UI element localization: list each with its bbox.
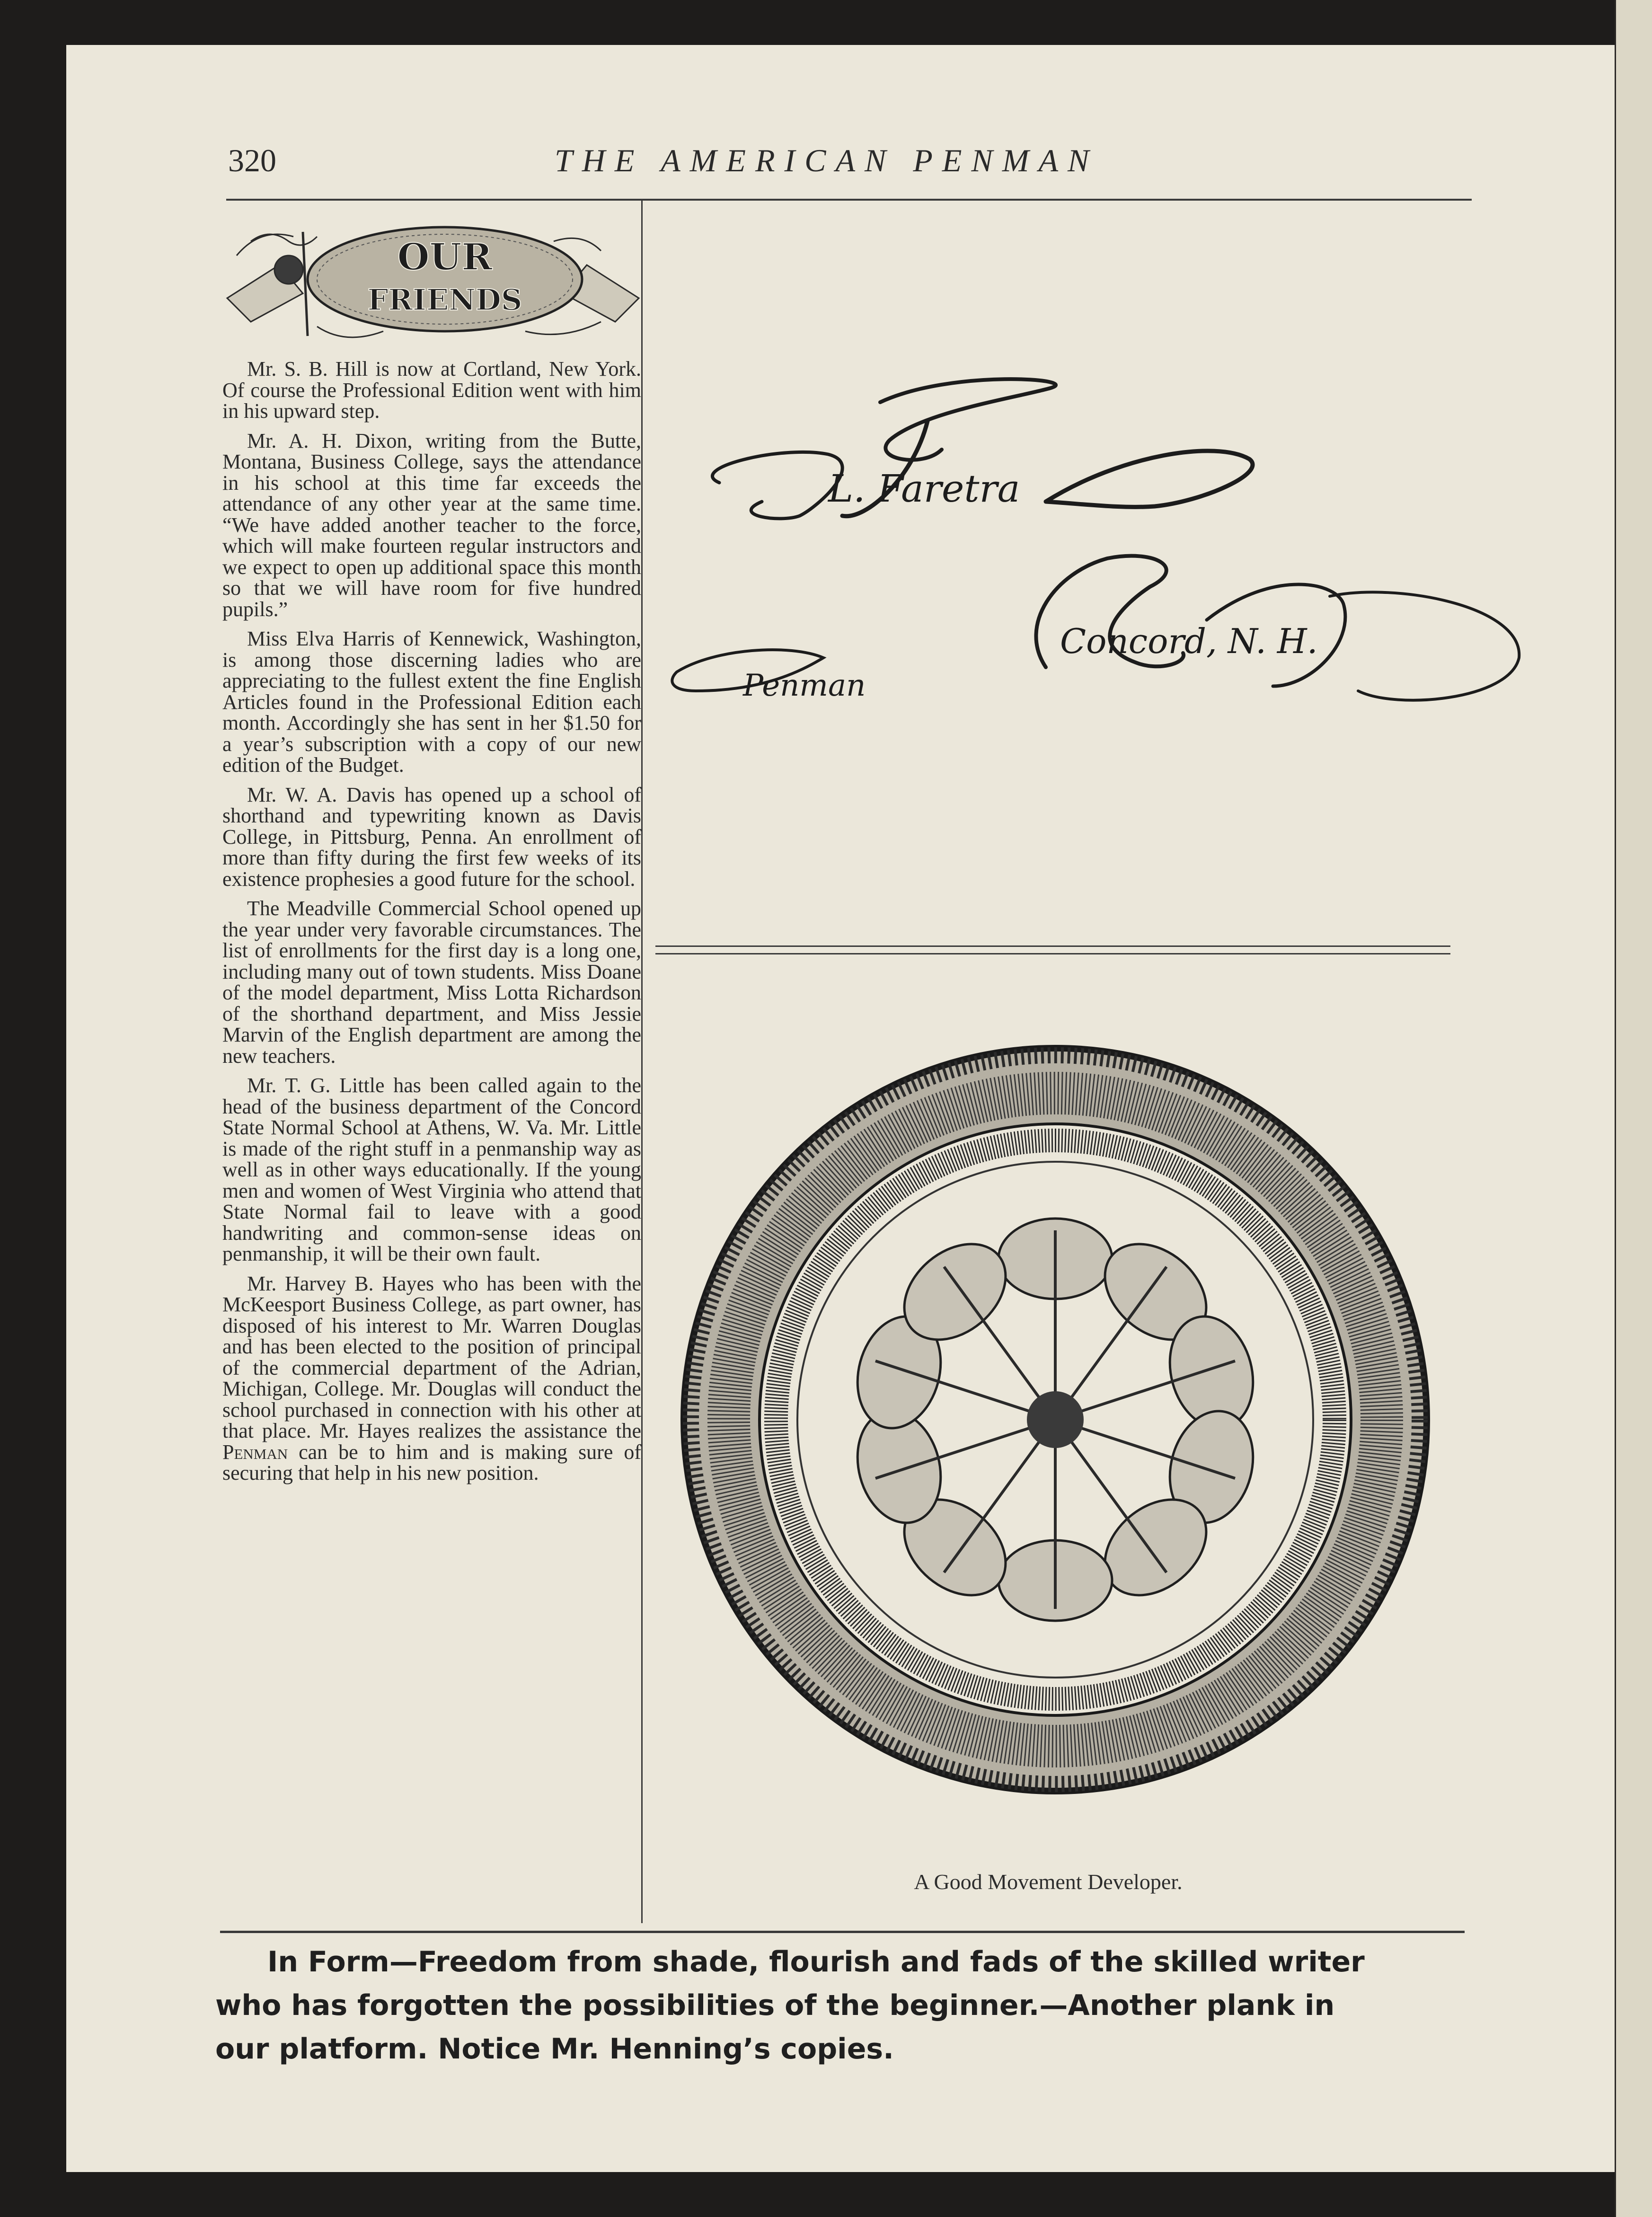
ornament-line2: FRIENDS xyxy=(367,283,522,317)
news-paragraph: Mr. W. A. Davis has opened up a school of shorthand and typewriting known as Davis College, in Pittsburg, Penna. An enrollment of more than fifty during the first few weeks of its existence prophesies a good future for the school. xyxy=(222,783,641,891)
news-paragraph: The Meadville Commercial School opened up the year under very favorable circumstances. The list of enrollments for the first day is a long one, including many out of town students. Miss Doane of the model department, Miss Lotta Richardson of the shorthand department, and Miss Jessie Marvin of the English department are among the new teachers. xyxy=(222,897,641,1068)
tagline-line: our platform. Notice Mr. Henning’s copies. xyxy=(215,2032,894,2066)
page-binding-edge xyxy=(1616,0,1652,2217)
news-paragraph-last xyxy=(222,1273,641,1484)
tagline-line: who has forgotten the possibilities of the beginner.—Another plank in xyxy=(215,1989,1335,2022)
platform-tagline xyxy=(215,1940,1465,2071)
penman-smallcaps: Penman xyxy=(222,1440,288,1464)
page-number: 320 xyxy=(228,142,276,178)
news-column xyxy=(222,359,641,1493)
footer-rule xyxy=(220,1931,1465,1933)
ornamental-signature xyxy=(658,360,1533,738)
our-friends-heading-ornament xyxy=(222,213,644,350)
movement-developer-drawing xyxy=(677,1041,1434,1798)
news-paragraph: Miss Elva Harris of Kennewick, Washington, is among those discerning ladies who are appreciating to the fullest extent the fine English Articles found in the Professional Edition each month. Accordingly she has sent in her $1.50 for a year’s subscription with a copy of our new edition of the Budget. xyxy=(222,627,641,777)
news-paragraph: Mr. S. B. Hill is now at Cortland, New York. Of course the Professional Edition went with him in his upward step. xyxy=(222,357,641,423)
signature-place: Concord, N. H. xyxy=(1060,621,1318,661)
paragraph-text: can be to him and is making sure of securing that help in his new position. xyxy=(222,1440,641,1484)
header-rule xyxy=(226,199,1472,201)
running-title: THE AMERICAN PENMAN xyxy=(555,142,1099,178)
news-paragraph: Mr. A. H. Dixon, writing from the Butte, Montana, Business College, says the attendance in his school at this time far exceeds the attendance of any other year at the same time. “We have added another teacher to the force, which will make fourteen regular instructors and we expect to open up additional space this month so that we will have room for five hundred pupils.” xyxy=(222,429,641,621)
right-section-rule-top xyxy=(655,945,1450,947)
tagline-line: In Form—Freedom from shade, flourish and fads of the skilled writer xyxy=(267,1945,1365,1979)
news-paragraph: Mr. T. G. Little has been called again to the head of the business department of the Concord State Normal School at Athens, W. Va. Mr. Little is made of the right stuff in a penmanship way as well as in other ways educationally. If the young men and women of West Virginia who attend that State Normal fail to leave with a good handwriting and common-sense ideas on penmanship, it will be their own fault. xyxy=(222,1074,641,1265)
ornament-line1: OUR xyxy=(397,236,493,279)
signature-name: L. Faretra xyxy=(828,467,1020,511)
column-divider xyxy=(641,201,643,1923)
figure-caption: A Good Movement Developer. xyxy=(914,1870,1183,1894)
paragraph-text: Mr. Harvey B. Hayes who has been with the McKeesport Business College, as part owner, has disposed of his interest to Mr. Warren Douglas and has been elected to the position of principal of the commercial department of the Adrian, Michigan, College. Mr. Douglas will conduct the school purchased in connection with his other at that place. Mr. Hayes realizes the assistance the xyxy=(222,1272,641,1442)
signature-title: Penman xyxy=(743,668,866,703)
right-section-rule-bottom xyxy=(655,953,1450,954)
